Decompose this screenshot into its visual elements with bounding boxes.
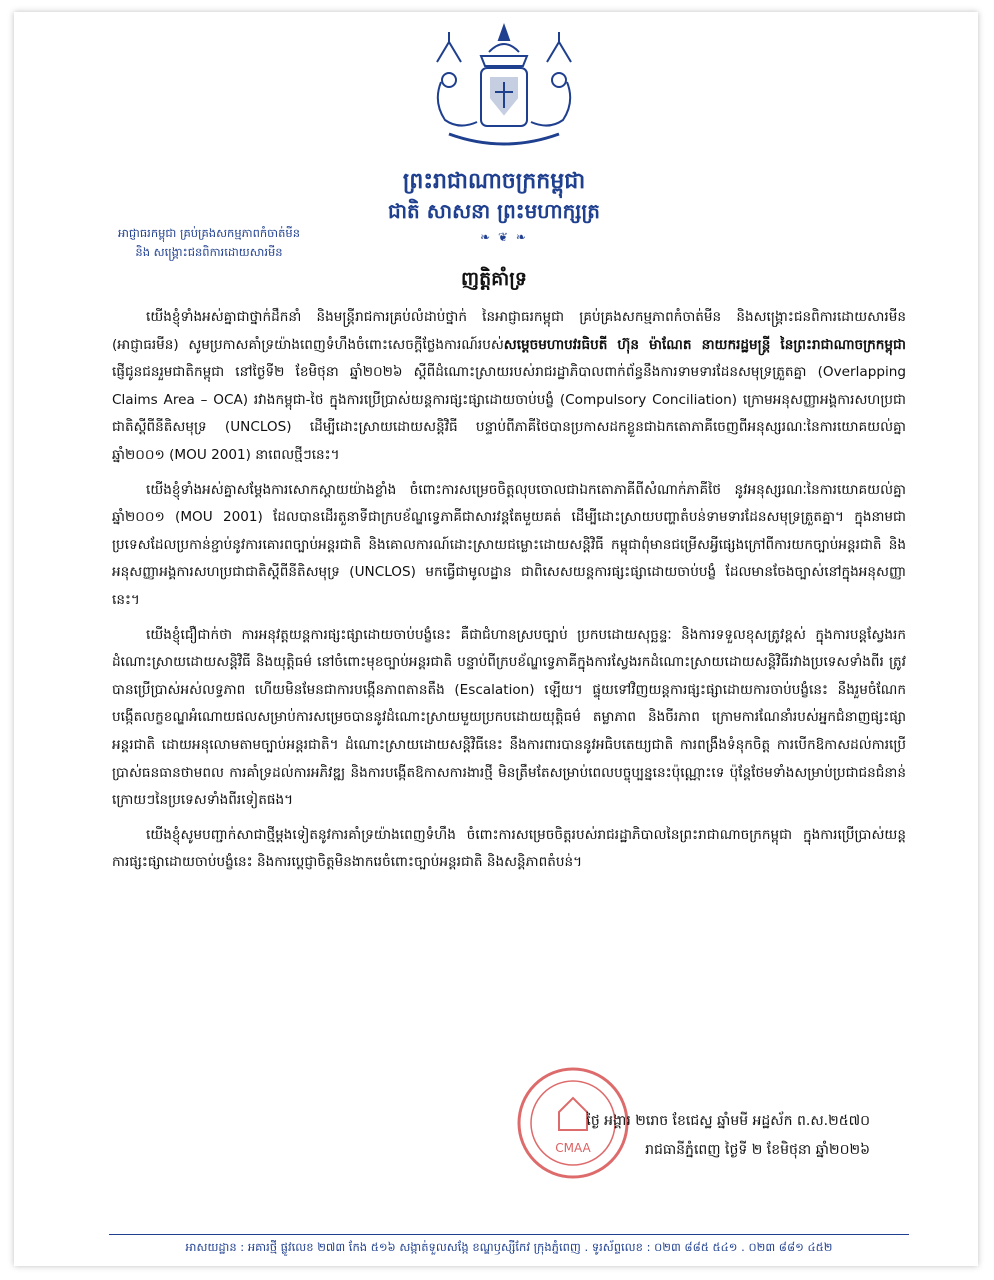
- ornament-divider: ❧ ❦ ❧: [480, 230, 528, 244]
- document-body: [112, 304, 906, 884]
- national-motto: ជាតិ សាសនា ព្រះមហាក្សត្រ: [388, 199, 600, 223]
- agency-name-line2: និង សង្គ្រោះជនពិការដោយសារមីន: [135, 245, 283, 259]
- paragraph-4: យើងខ្ញុំសូមបញ្ជាក់សាជាថ្មីម្តងទៀតនូវការគាំទ្រយ៉ាងពេញទំហឹង ចំពោះការសម្រេចចិត្តរបស់រាជរដ្ឋាភិបាលនៃព្រះរាជាណាចក្រកម្ពុជា ក្នុងការប្រើប្រាស់យន្តការផ្សះផ្សាដោយចាប់បង្ខំនេះ និងការប្តេជ្ញាចិត្តមិនងាករេចំពោះច្បាប់អន្តរជាតិ និងសន្តិភាពតំបន់។: [112, 826, 906, 871]
- footer-address: អាសយដ្ឋាន : អគារថ្មី ផ្លូវលេខ ២៧៣ កែង ៥១៦ សង្កាត់ទួលសង្កែ ខណ្ឌឫស្សីកែវ ក្រុងភ្នំពេញ . ទូរស័ព្ទលេខ : ០២៣ ៨៨៥ ៥៤១ . ០២៣ ៨៨១ ៤៥២: [185, 1240, 833, 1254]
- stamp-text: CMAA: [555, 1141, 591, 1155]
- paragraph-1-rest: ផ្ញើជូនជនរួមជាតិកម្ពុជា នៅថ្ងៃទី២ ខែមិថុនា ឆ្នាំ២០២៦ ស្តីពីដំណោះស្រាយរបស់រាជរដ្ឋាភិបាលពាក់ព័ន្ធនឹងការទាមទារដែនសមុទ្រត្រួតគ្នា (Overlapping Claims Area – OCA) រវាងកម្ពុជា-ថៃ ក្នុងការប្រើប្រាស់យន្តការផ្សះផ្សាដោយចាប់បង្ខំ (Compulsory Conciliation) ក្រោមអនុសញ្ញាអង្គការសហប្រជាជាតិស្តីពីនីតិសមុទ្រ (UNCLOS) ដើម្បីដោះស្រាយដោយសន្តិវិធី បន្ទាប់ពីភាគីថៃបានប្រកាសដកខ្លួនជាឯកតោភាគីចេញពីអនុស្សរណៈនៃការយោគយល់គ្នាឆ្នាំ២០០១ (MOU 2001) នាពេលថ្មីៗនេះ។: [112, 364, 906, 463]
- agency-name-line1: អាជ្ញាធរកម្ពុជា គ្រប់គ្រងសកម្មភាពកំចាត់មីន: [117, 226, 301, 240]
- prime-minister-name: សម្តេចមហាបវរធិបតី ហ៊ុន ម៉ាណែត នាយករដ្ឋមន្ត្រី នៃព្រះរាជាណាចក្រកម្ពុជា: [503, 336, 906, 353]
- paragraph-2: យើងខ្ញុំទាំងអស់គ្នាសម្តែងការសោកស្តាយយ៉ាងខ្លាំង ចំពោះការសម្រេចចិត្តលុបចោលជាឯកតោភាគីពីសំណាក់ភាគីថៃ នូវអនុស្សរណៈនៃការយោគយល់គ្នាឆ្នាំ២០០១ (MOU 2001) ដែលបានដើរតួនាទីជាក្របខ័ណ្ឌទ្វេភាគីជាសារវន្តតែមួយគត់ ដើម្បីដោះស្រាយបញ្ហាតំបន់ទាមទារដែនសមុទ្រត្រួតគ្នា។ ក្នុងនាមជាប្រទេសដែលប្រកាន់ខ្ជាប់នូវការគោរពច្បាប់អន្តរជាតិ និងគោលការណ៍ដោះស្រាយជម្លោះដោយសន្តិវិធី កម្ពុជាពុំមានជម្រើសអ្វីផ្សេងក្រៅពីការយកច្បាប់អន្តរជាតិ និងអនុសញ្ញាអង្គការសហប្រជាជាតិស្តីពីនីតិសមុទ្រ (UNCLOS) មកធ្វើជាមូលដ្ឋាន ជាពិសេសយន្តការផ្សះផ្សាដោយចាប់បង្ខំ ដែលមានចែងច្បាស់នៅក្នុងអនុសញ្ញានេះ។: [112, 481, 906, 608]
- agency-name: [84, 224, 334, 262]
- paragraph-1: [112, 304, 906, 470]
- kingdom-title: ព្រះរាជាណាចក្រកម្ពុជា: [402, 168, 586, 194]
- dateline: [586, 1107, 870, 1165]
- paragraph-1-lead: យើងខ្ញុំទាំងអស់គ្នាជាថ្នាក់ដឹកនាំ និងមន្ត្រីរាជការគ្រប់លំដាប់ថ្នាក់ នៃអាជ្ញាធរកម្ពុជា គ្រប់គ្រងសកម្មភាពកំចាត់មីន និងសង្គ្រោះជនពិការដោយសារមីន (អាជ្ញាធរមីន) សូមប្រកាសគាំទ្រយ៉ាងពេញទំហឹងចំពោះសេចក្តីថ្លែងការណ៍របស់: [112, 309, 906, 353]
- footer-divider: [109, 1234, 909, 1235]
- royal-coat-of-arms-icon: [419, 22, 589, 157]
- paragraph-3: យើងខ្ញុំជឿជាក់ថា ការអនុវត្តយន្តការផ្សះផ្សាដោយចាប់បង្ខំនេះ គឺជាជំហានស្របច្បាប់ ប្រកបដោយសុច្ឆន្ទៈ និងការទទួលខុសត្រូវខ្ពស់ ក្នុងការបន្តស្វែងរកដំណោះស្រាយដោយសន្តិវិធី និងយុត្តិធម៌ នៅចំពោះមុខច្បាប់អន្តរជាតិ បន្ទាប់ពីក្របខ័ណ្ឌទ្វេភាគីក្នុងការស្វែងរកដំណោះស្រាយដោយសន្តិវិធីរវាងប្រទេសទាំងពីរ ត្រូវបានប្រើប្រាស់អស់លទ្ធភាព ហើយមិនមែនជាការបង្កើនភាពតានតឹង (Escalation) ឡើយ។ ផ្ទុយទៅវិញយន្តការផ្សះផ្សាដោយការចាប់បង្ខំនេះ នឹងរួមចំណែកបង្កើតលក្ខខណ្ឌអំណោយផលសម្រាប់ការសម្រេចបាននូវដំណោះស្រាយមួយប្រកបដោយយុត្តិធម៌ តម្លាភាព និងចីរភាព ក្រោមការណែនាំរបស់អ្នកជំនាញផ្សះផ្សាអន្តរជាតិ ដោយអនុលោមតាមច្បាប់អន្តរជាតិ។ ដំណោះស្រាយដោយសន្តិវិធីនេះ នឹងការពារបាននូវអធិបតេយ្យជាតិ ការពង្រឹងទំនុកចិត្ត ការបើកឱកាសដល់ការប្រើប្រាស់ធនធានថាមពល ការគាំទ្រដល់ការអភិវឌ្ឍ និងការបង្កើតឱកាសការងារថ្មី មិនត្រឹមតែសម្រាប់ពេលបច្ចុប្បន្ននេះប៉ុណ្ណោះទេ ប៉ុន្តែថែមទាំងសម្រាប់ប្រជាជនជំនាន់ក្រោយៗនៃប្រទេសទាំងពីរទៀតផង។: [112, 626, 906, 809]
- document-page: [14, 12, 978, 1266]
- document-title: ញត្តិគាំទ្រ: [461, 268, 527, 290]
- solar-date: រាជធានីភ្នំពេញ ថ្ងៃទី ២ ខែមិថុនា ឆ្នាំ២០២៦: [645, 1142, 870, 1158]
- lunar-date: ថ្ងៃ អង្គារ ២រោច ខែជេស្ឋ ឆ្នាំមមី អដ្ឋស័ក ព.ស.២៥៧០: [586, 1113, 870, 1129]
